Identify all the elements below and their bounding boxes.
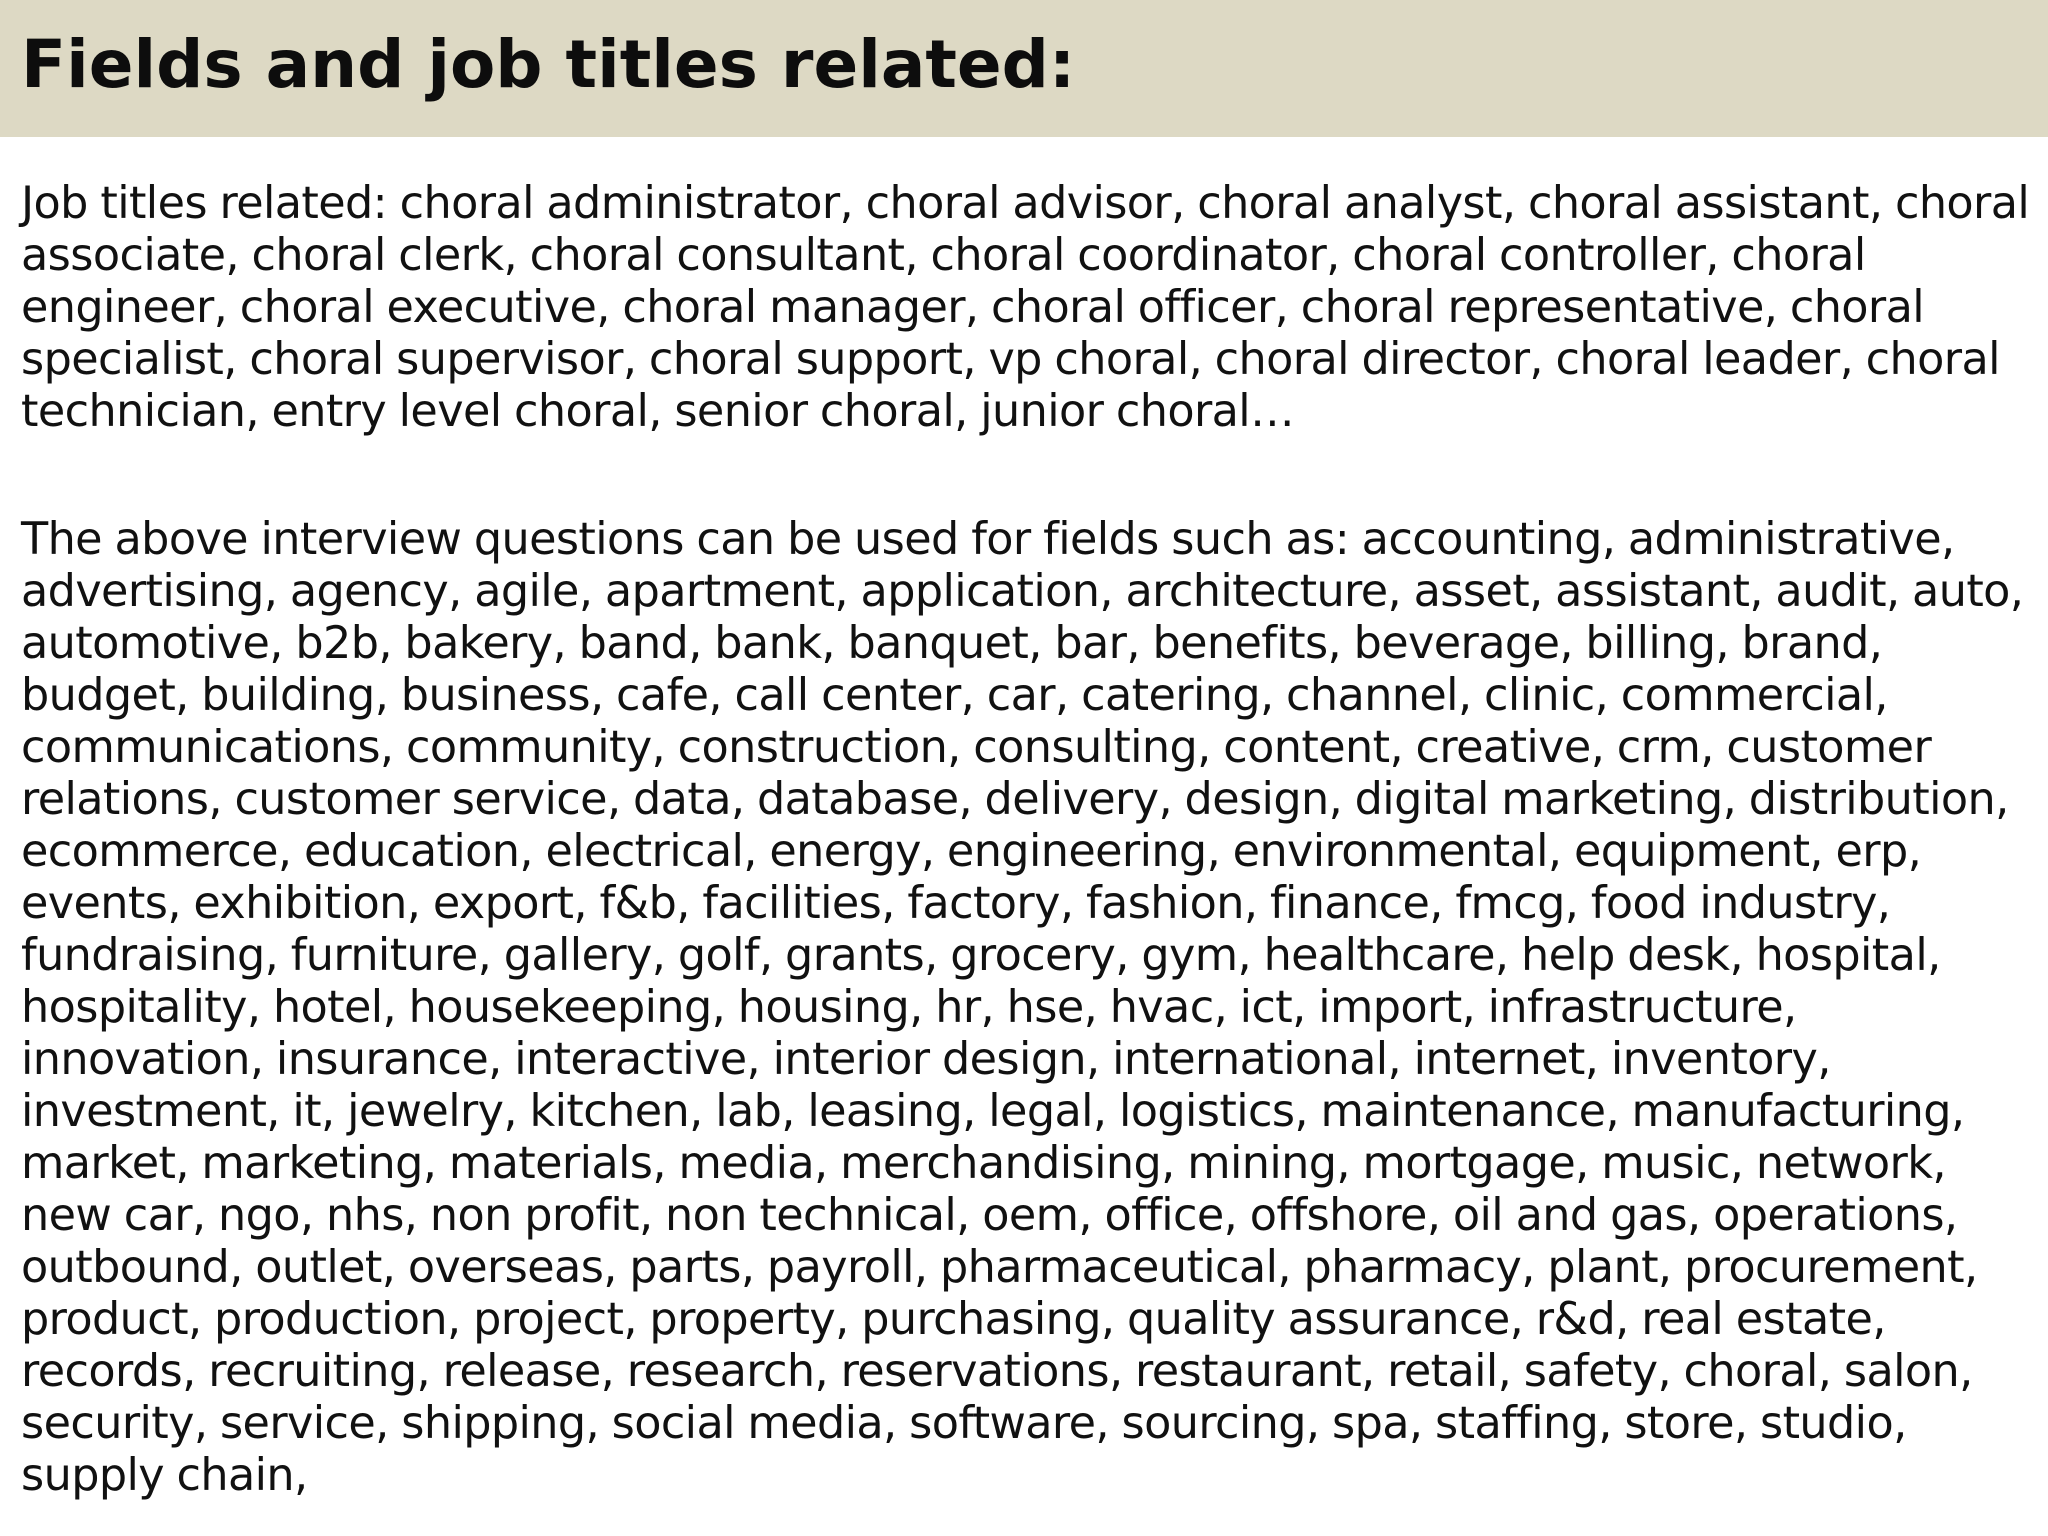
fields-paragraph: The above interview questions can be used for fields such as: accounting, administrative, advertising, agency, agile, apartment, application, architecture, asset, assistant, audit, auto, automotive, b2b, bakery, band, bank, banquet, bar, benefits, beverage, billing, brand, budget, building, business, cafe, call center, car, catering, channel, clinic, commercial, communications, community, construction, consulting, content, creative, crm, customer relations, customer service, data, database, delivery, design, digital marketing, distribution, ecommerce, education, electrical, energy, engineering, environmental, equipment, erp, events, exhibition, export, f&b, facilities, factory, fashion, finance, fmcg, food industry, fundraising, furniture, gallery, golf, grants, grocery, gym, healthcare, help desk, hospital, hospitality, hotel, housekeeping, housing, hr, hse, hvac, ict, import, infrastructure, innovation, insurance, interactive, interior design, international, internet, inventory, investment, it, jewelry, kitchen, lab, leasing, legal, logistics, maintenance, manufacturing, market, marketing, materials, media, merchandising, mining, mortgage, music, network, new car, ngo, nhs, non profit, non technical, oem, office, offshore, oil and gas, operations, outbound, outlet, overseas, parts, payroll, pharmaceutical, pharmacy, plant, procurement, product, production, project, property, purchasing, quality assurance, r&d, real estate, records, recruiting, release, research, reservations, restaurant, retail, safety, choral, salon, security, service, shipping, social media, software, sourcing, spa, staffing, store, studio, supply chain, bbox=[21, 514, 2024, 1501]
job-titles-paragraph: Job titles related: choral administrator, choral advisor, choral analyst, choral assistant, choral associate, choral clerk, choral consultant, choral coordinator, choral controller, choral engineer, choral executive, choral manager, choral officer, choral representative, choral specialist, choral supervisor, choral support, vp choral, choral director, choral leader, choral technician, entry level choral, senior choral, junior choral… bbox=[21, 178, 2030, 437]
title-bar bbox=[0, 0, 2048, 137]
slide-title: Fields and job titles related: bbox=[21, 26, 1076, 103]
